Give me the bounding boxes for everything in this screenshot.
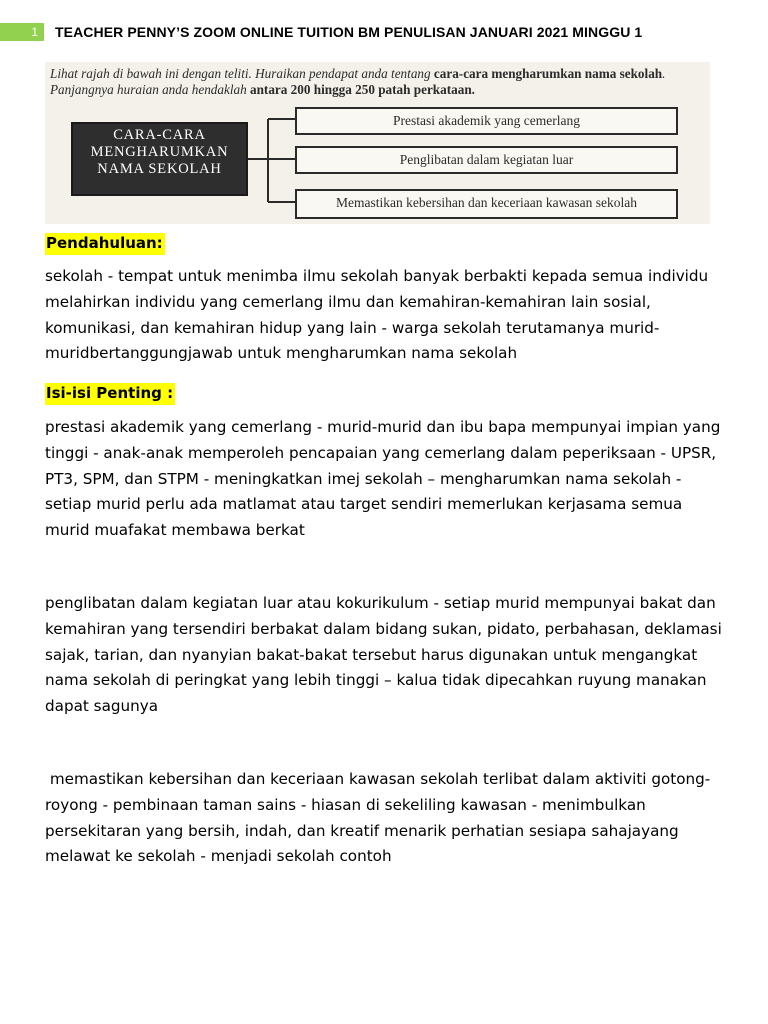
- mindmap-center-box: CARA-CARA MENGHARUMKAN NAMA SEKOLAH: [71, 122, 248, 196]
- point-paragraph-1: prestasi akademik yang cemerlang - murid-murid dan ibu bapa mempunyai impian yang tinggi - anak-anak memperoleh pencapaian yang cemerlang dalam peperiksaan - UPSR, PT3, SPM, dan STPM - meningkatkan imej sekolah – mengharumkan nama sekolah - setiap murid perlu ada matlamat atau target sendiri memerlukan kerjasama semua murid muafakat membawa berkat: [45, 418, 721, 540]
- page-number: 1: [0, 23, 44, 41]
- instruction-text-2: . Panjangnya huraian anda hendaklah: [50, 66, 666, 97]
- intro-paragraph: sekolah - tempat untuk menimba ilmu sekolah banyak berbakti kepada semua individu melahirkan individu yang cemerlang ilmu dan kemahiran-kemahiran lain sosial, komunikasi, dan kemahiran hidup yang lain - warga sekolah terutamanya murid-muridbertanggungjawab untuk mengharumkan nama sekolah: [45, 267, 709, 363]
- body-heading: Isi-isi Penting :: [45, 383, 175, 405]
- instruction-topic: cara-cara mengharumkan nama sekolah: [433, 66, 663, 81]
- page-header: [0, 21, 768, 43]
- question-scan-image: [45, 62, 710, 224]
- mindmap-branch-activities: Penglibatan dalam kegiatan luar: [295, 146, 678, 174]
- point-paragraph-3: memastikan kebersihan dan keceriaan kawasan sekolah terlibat dalam aktiviti gotong-royong - pembinaan taman sains - hiasan di sekeliling kawasan - menimbulkan persekitaran yang bersih, indah, dan kreatif menarik perhatian sesiapa sahajayang melawat ke sekolah - menjadi sekolah contoh: [45, 770, 711, 866]
- mindmap-diagram: [45, 62, 710, 224]
- mindmap-branch-academic: Prestasi akademik yang cemerlang: [295, 107, 678, 135]
- instruction-word-count: antara 200 hingga 250 patah perkataan.: [250, 82, 475, 97]
- point-paragraph-2: penglibatan dalam kegiatan luar atau kokurikulum - setiap murid mempunyai bakat dan kemahiran yang tersendiri berbakat dalam bidang sukan, pidato, perbahasan, deklamasi sajak, tarian, dan nyanyian bakat-bakat tersebut harus digunakan untuk mengangkat nama sekolah di peringkat yang lebih tinggi – kalua tidak dipecahkan ruyung manakan dapat sagunya: [45, 594, 722, 716]
- page-title: TEACHER PENNY’S ZOOM ONLINE TUITION BM PENULISAN JANUARI 2021 MINGGU 1: [55, 24, 643, 40]
- mindmap-branch-cleanliness: Memastikan kebersihan dan keceriaan kawasan sekolah: [295, 189, 678, 219]
- intro-heading: Pendahuluan:: [45, 233, 165, 255]
- instruction-text-1: Lihat rajah di bawah ini dengan teliti. Huraikan pendapat anda tentang: [50, 66, 434, 81]
